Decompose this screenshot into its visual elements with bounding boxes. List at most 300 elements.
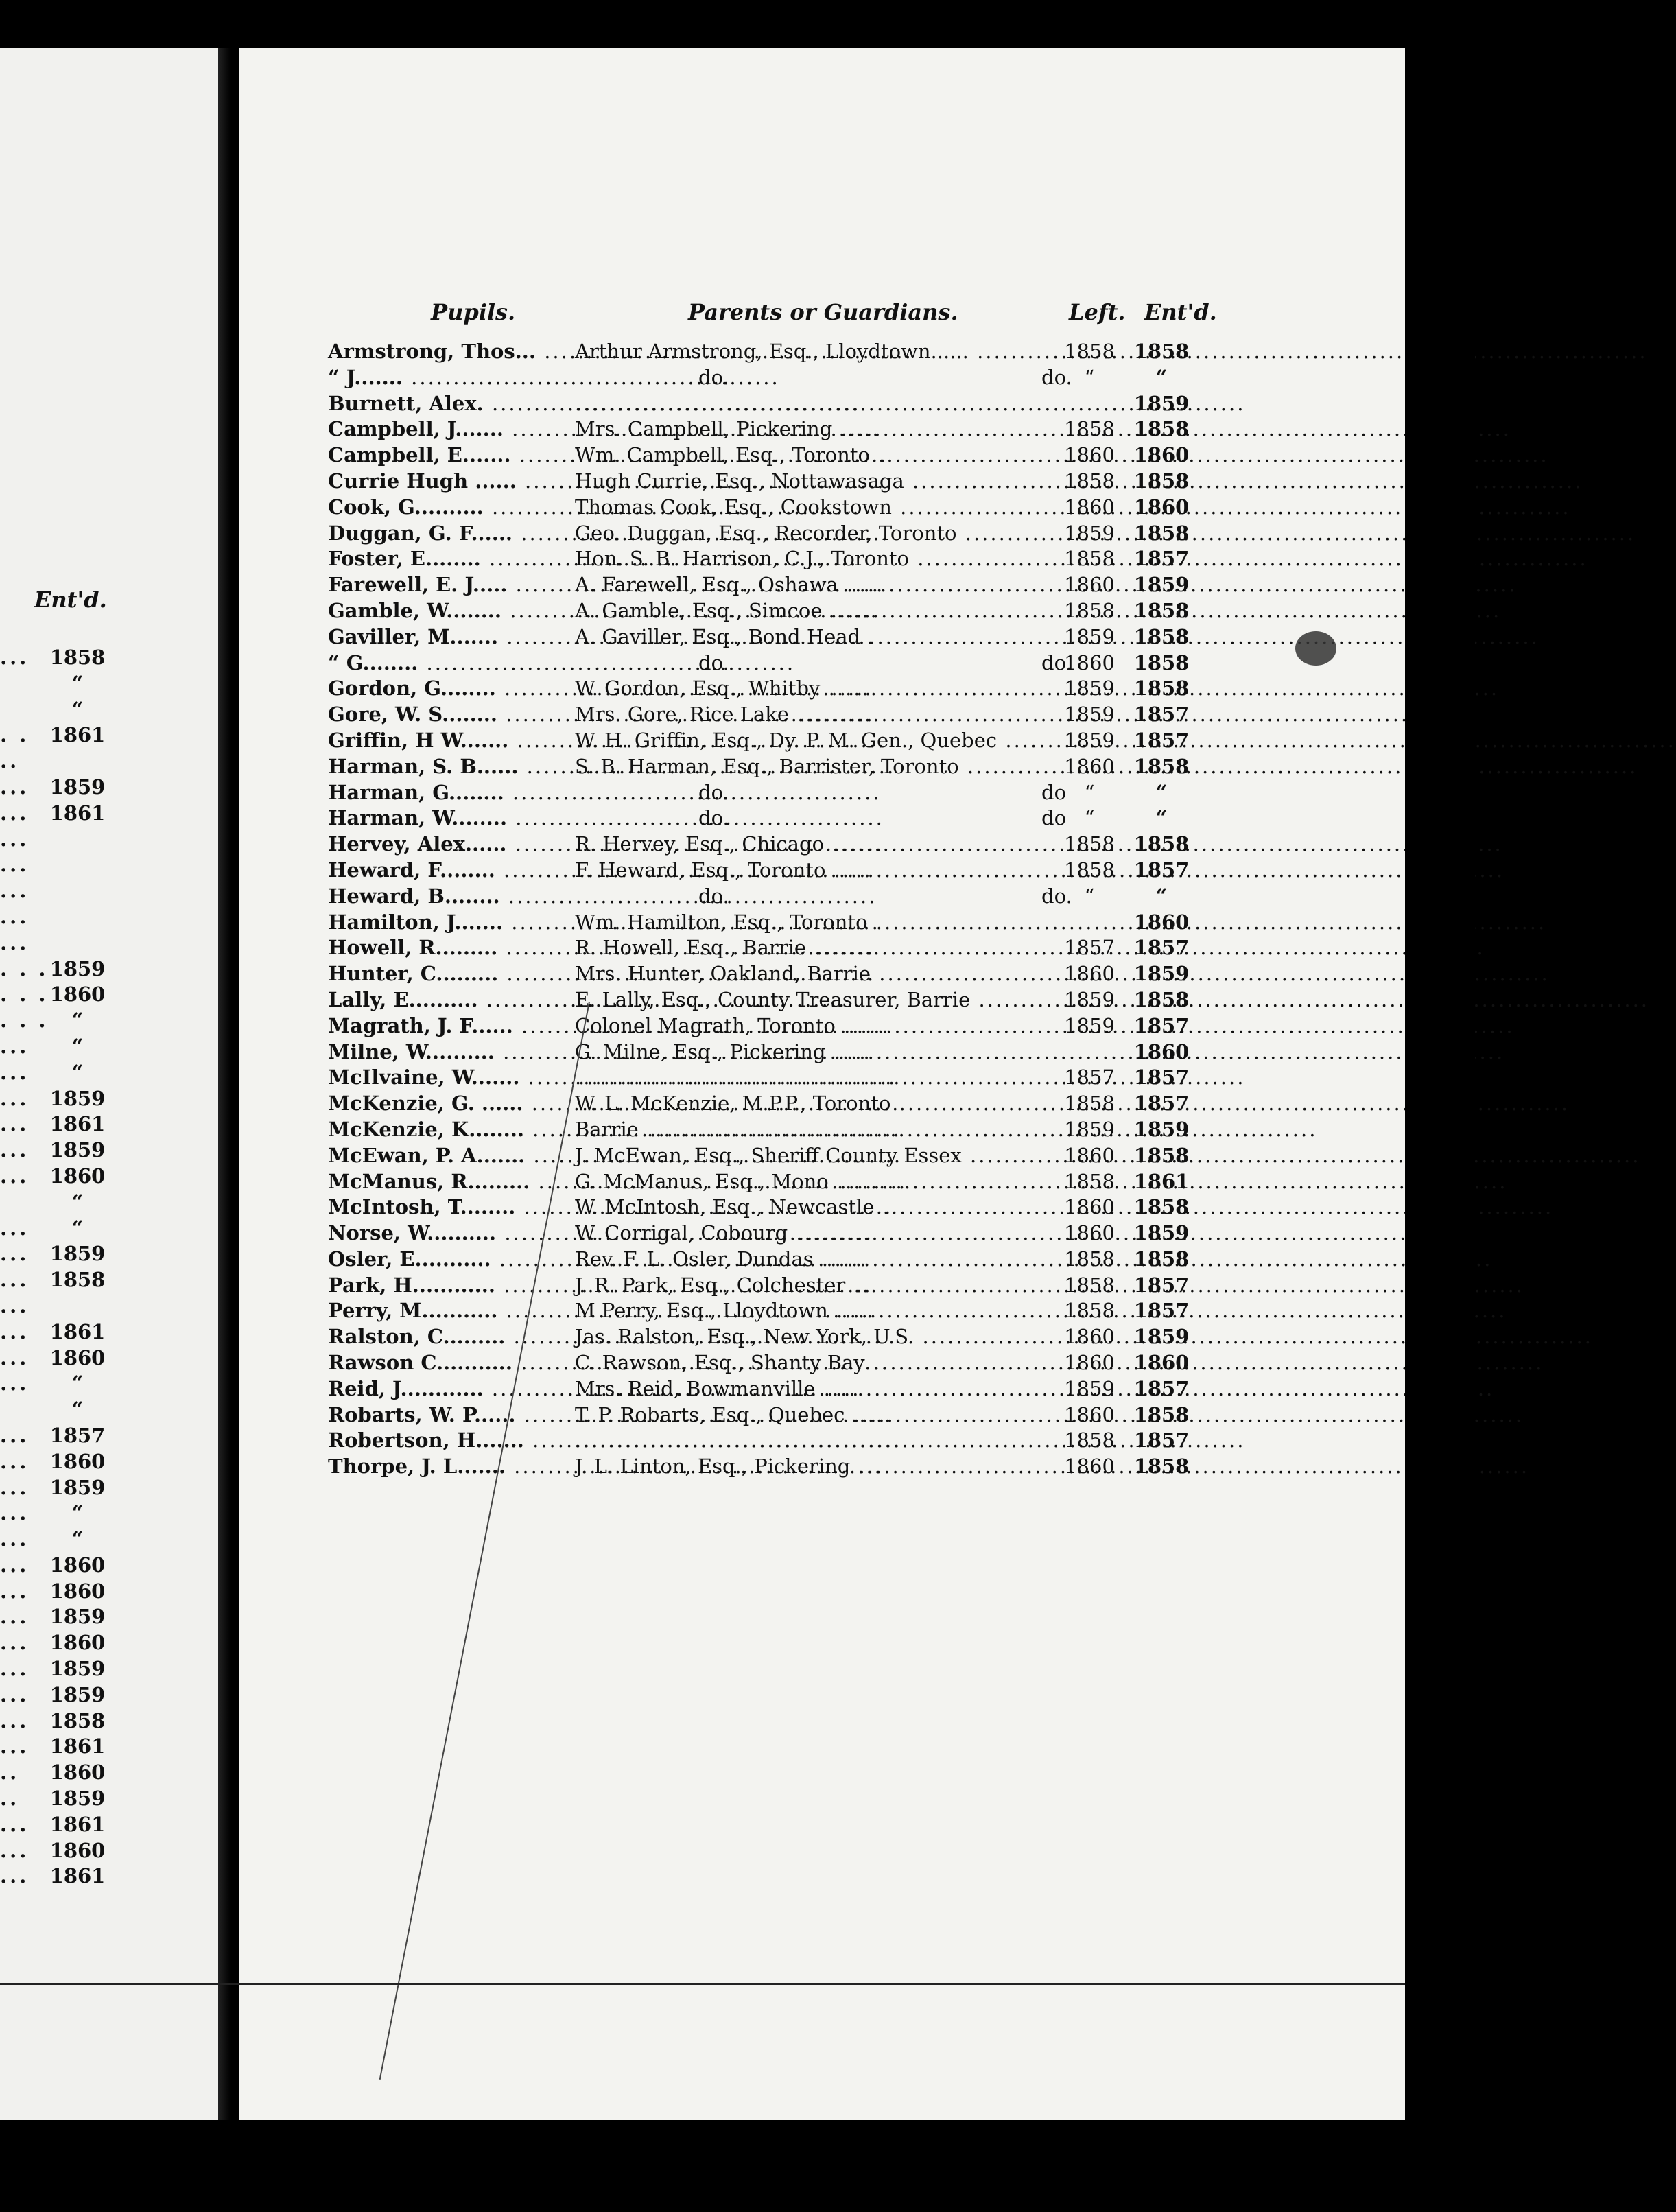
table-row	[328, 469, 1288, 495]
leader-dots: . .	[0, 723, 29, 747]
entered-year: 1861	[49, 723, 106, 747]
entered-year: 1857	[1133, 703, 1190, 727]
table-row	[328, 1013, 1288, 1039]
left-page-entd-header: Ent'd.	[34, 587, 107, 613]
ditto-mark: do.	[698, 884, 729, 908]
table-row	[328, 1324, 1288, 1350]
leader-dots: ...	[0, 1864, 29, 1888]
parent-guardian: J. McEwan, Esq., Sheriff County Essex .....	[575, 1143, 1055, 1169]
left-page-row	[0, 1812, 223, 1838]
leader-dots: ...	[0, 801, 29, 825]
leader-dots: ...	[0, 1631, 29, 1655]
leader-dots: ...	[0, 1501, 29, 1525]
leader-dots: ...	[0, 1812, 29, 1836]
table-row	[328, 1065, 1288, 1091]
table-row	[328, 1428, 1288, 1454]
leader-dots: . . .	[0, 983, 49, 1007]
parent-guardian: Hon. S. B. Harrison, C.J., Toronto .....	[575, 546, 1055, 572]
left-year: 1860	[1064, 443, 1115, 467]
pupil-name: Burnett, Alex. .....	[328, 391, 575, 417]
table-row	[328, 780, 1288, 806]
scan-border	[1405, 0, 1475, 2212]
pupil-name: Rawson C........... .....	[328, 1350, 575, 1376]
entered-year: “	[1155, 365, 1168, 389]
left-page-row	[0, 1060, 223, 1086]
entered-year: 1859	[49, 775, 106, 799]
leader-dots: ...	[0, 904, 29, 928]
parents-header: Parents or Guardians.	[688, 299, 958, 325]
left-page-row	[0, 1293, 223, 1319]
table-row	[328, 572, 1288, 598]
leader-dots: ...	[0, 1605, 29, 1629]
entered-year: 1858	[1133, 598, 1190, 622]
pupil-name: Hamilton, J....... .....	[328, 910, 575, 936]
leader-dots: ...	[0, 1838, 29, 1862]
parent-guardian: Colonel Magrath, Toronto .....	[575, 1013, 1055, 1039]
pupil-name: Hervey, Alex...... .....	[328, 832, 575, 858]
left-page-row	[0, 722, 223, 749]
entered-year: 1857	[1133, 728, 1190, 752]
left-year: “	[1084, 806, 1095, 830]
leader-dots: ...	[0, 1449, 29, 1473]
entered-year: 1857	[1133, 858, 1190, 882]
left-year: 1860	[1064, 495, 1115, 519]
entered-year	[47, 930, 108, 956]
entered-year: 1859	[49, 1086, 106, 1110]
pupil-name: Currie Hugh ...... .....	[328, 469, 575, 495]
pupil-name: Heward, F........ .....	[328, 858, 575, 884]
entered-year: 1859	[49, 1657, 106, 1681]
left-page-row	[0, 1345, 223, 1372]
leader-dots	[0, 1397, 47, 1423]
left-page-row	[0, 1682, 223, 1708]
table-row	[328, 728, 1288, 754]
table-row	[328, 1402, 1288, 1428]
entered-year: 1861	[49, 1734, 106, 1758]
parent-guardian	[575, 365, 1072, 391]
parent-guardian	[575, 884, 1072, 910]
table-row	[328, 1350, 1288, 1376]
left-page-row	[0, 1553, 223, 1579]
table-row	[328, 1117, 1288, 1143]
entered-year: “	[71, 1009, 84, 1033]
left-year: 1860	[1064, 754, 1115, 778]
table-row	[328, 832, 1288, 858]
leader-dots: ...	[0, 853, 29, 877]
parent-guardian: Mrs. Reid, Bowmanville .....	[575, 1376, 1055, 1402]
left-page-row	[0, 1138, 223, 1164]
table-row	[328, 805, 1288, 832]
leader-dots: ...	[0, 1086, 29, 1110]
entered-year: 1861	[1133, 1169, 1190, 1193]
entered-year: 1858	[1133, 676, 1190, 701]
left-year: 1860	[1064, 1143, 1115, 1167]
left-year: 1860	[1064, 1351, 1115, 1375]
entered-year: “	[71, 1501, 84, 1525]
ditto-mark: do.	[698, 806, 729, 830]
table-row	[328, 391, 1288, 417]
entered-year: 1861	[49, 1112, 106, 1136]
entered-year: 1857	[1133, 1273, 1190, 1297]
left-year: 1859	[1064, 728, 1115, 752]
leader-dots	[0, 697, 47, 723]
ditto-mark: do.	[1041, 884, 1072, 908]
entered-year	[47, 749, 108, 775]
entered-year	[47, 904, 108, 930]
entered-year: 1857	[1133, 1376, 1190, 1400]
entered-year: 1859	[49, 1787, 106, 1811]
left-page	[0, 48, 223, 2120]
pupil-name: Perry, M........... .....	[328, 1298, 575, 1324]
entered-year: 1860	[49, 1838, 106, 1862]
left-page-row	[0, 1267, 223, 1293]
left-page-row	[0, 1449, 223, 1475]
parent-guardian: G. McManus, Esq., Mono .....	[575, 1169, 1055, 1195]
entered-year: 1857	[1133, 1428, 1190, 1452]
pupil-name: Park, H............ .....	[328, 1273, 575, 1299]
leader-dots	[0, 671, 47, 697]
pupil-name: Reid, J............ .....	[328, 1376, 575, 1402]
table-row	[328, 365, 1288, 391]
pupil-name: Hunter, C......... .....	[328, 961, 575, 987]
left-year: 1859	[1064, 676, 1115, 701]
entered-year: 1858	[49, 1268, 106, 1292]
table-row	[328, 987, 1288, 1013]
parent-guardian: S. B. Harman, Esq., Barrister, Toronto .....	[575, 754, 1055, 780]
table-row	[328, 702, 1288, 728]
pupil-register	[328, 339, 1288, 1480]
entered-year: 1860	[1133, 1039, 1190, 1063]
parent-guardian: A. Gaviller, Esq., Bond Head .....	[575, 624, 1055, 650]
left-page-row	[0, 1579, 223, 1605]
left-page-row	[0, 852, 223, 878]
pupil-name: Gore, W. S........ .....	[328, 702, 575, 728]
left-page-row	[0, 1838, 223, 1864]
left-year: 1858	[1064, 858, 1115, 882]
left-year: 1859	[1064, 703, 1115, 727]
left-page-row	[0, 671, 223, 697]
table-row	[328, 495, 1288, 521]
entered-year: 1861	[49, 1812, 106, 1836]
pupil-name: Robertson, H....... .....	[328, 1428, 575, 1454]
parent-guardian: A. Farewell, Esq., Oshawa .....	[575, 572, 1055, 598]
left-page-row	[0, 1760, 223, 1786]
pupil-name: McKenzie, G. ...... .....	[328, 1091, 575, 1117]
parent-guardian: Rev. F. L. Osler, Dundas .....	[575, 1247, 1055, 1273]
table-row	[328, 546, 1288, 572]
parent-guardian: Barrie .....	[575, 1117, 1055, 1143]
entered-year: 1859	[49, 1682, 106, 1706]
entered-year: “	[71, 1527, 84, 1551]
page-bottom-rule	[0, 1983, 1406, 1985]
entered-year: “	[71, 1398, 84, 1422]
table-row	[328, 935, 1288, 961]
entered-year: “	[71, 1372, 84, 1396]
entered-year: 1860	[1133, 910, 1190, 934]
pupil-name: Lally, E.......... .....	[328, 987, 575, 1013]
pupil-name: McManus, R......... .....	[328, 1169, 575, 1195]
left-page-row	[0, 1190, 223, 1216]
entered-year: 1859	[49, 1605, 106, 1629]
leader-dots: ...	[0, 646, 29, 669]
parent-guardian	[575, 650, 1072, 676]
left-page-row	[0, 1371, 223, 1397]
parent-guardian: Mrs. Gore, Rice Lake .....	[575, 702, 1055, 728]
entered-year: 1858	[1133, 521, 1190, 545]
pupil-name: Ralston, C......... .....	[328, 1324, 575, 1350]
entered-year: 1861	[49, 1319, 106, 1343]
left-page-row	[0, 1397, 223, 1423]
table-row	[328, 754, 1288, 780]
entered-year: 1859	[1133, 1221, 1190, 1245]
entered-year: “	[71, 697, 84, 721]
leader-dots: ..	[0, 749, 20, 773]
entered-year: 1858	[1133, 417, 1190, 441]
left-page-row	[0, 1630, 223, 1656]
leader-dots: ...	[0, 1112, 29, 1136]
table-row	[328, 1454, 1288, 1480]
left-year: 1859	[1064, 1376, 1115, 1400]
left-page-row	[0, 982, 223, 1008]
pupil-name: Campbell, E....... .....	[328, 443, 575, 469]
left-page-row	[0, 1863, 223, 1890]
left-year: 1859	[1064, 624, 1115, 648]
parent-guardian: Hugh Currie, Esq., Nottawasaga .....	[575, 469, 1055, 495]
leader-dots: ...	[0, 1708, 29, 1732]
pupil-name: Robarts, W. P...... .....	[328, 1402, 575, 1428]
leader-dots: ...	[0, 1579, 29, 1603]
table-row	[328, 910, 1288, 936]
entered-year: 1860	[49, 1449, 106, 1473]
left-year: 1859	[1064, 987, 1115, 1011]
leader-dots: ...	[0, 1527, 29, 1551]
parent-guardian: C. Rawson, Esq., Shanty Bay .....	[575, 1350, 1055, 1376]
left-page-row	[0, 1164, 223, 1190]
entered-year: 1859	[1133, 391, 1190, 415]
pupil-name: Harman, G........ .....	[328, 780, 575, 806]
pupil-name: Farewell, E. J..... .....	[328, 572, 575, 598]
left-page-row	[0, 956, 223, 983]
entered-year: 1860	[49, 1164, 106, 1188]
entered-year: 1858	[1133, 1195, 1190, 1219]
table-row	[328, 884, 1288, 910]
left-header: Left.	[1069, 299, 1126, 325]
entered-year: 1858	[1133, 340, 1190, 363]
entered-year: “	[71, 1216, 84, 1240]
pupil-name: Howell, R......... .....	[328, 935, 575, 961]
entered-year: 1860	[49, 1631, 106, 1655]
leader-dots: ...	[0, 1423, 29, 1447]
parent-guardian: E. Lally, Esq., County Treasurer, Barrie .....	[575, 987, 1055, 1013]
parent-guardian	[575, 780, 1067, 806]
leader-dots: ...	[0, 1734, 29, 1758]
left-year: 1858	[1064, 547, 1115, 571]
entered-year	[47, 1293, 108, 1319]
entered-year: “	[71, 1034, 84, 1058]
parent-guardian: A. Gamble, Esq., Simcoe .....	[575, 598, 1055, 624]
left-year: 1860	[1064, 650, 1115, 674]
entered-year: 1858	[1133, 1402, 1190, 1426]
entered-year: 1861	[49, 1864, 106, 1888]
left-year: 1859	[1064, 1117, 1115, 1141]
leader-dots: ...	[0, 1164, 29, 1188]
parent-guardian: M Perry, Esq., Lloydtown .....	[575, 1298, 1055, 1324]
left-page-row	[0, 878, 223, 904]
left-page-row	[0, 930, 223, 956]
parent-guardian: F. Heward, Esq., Toronto .....	[575, 858, 1055, 884]
table-row	[328, 858, 1288, 884]
entered-year: 1859	[1133, 573, 1190, 597]
left-year: 1860	[1064, 1402, 1115, 1426]
leader-dots: ...	[0, 1657, 29, 1681]
left-page-row	[0, 1786, 223, 1812]
parent-guardian: G. Milne, Esq., Pickering .....	[575, 1039, 1055, 1066]
ditto-mark: do.	[698, 780, 729, 804]
parent-guardian	[575, 391, 1055, 417]
pupil-name: “ G........ .....	[328, 650, 575, 676]
table-row	[328, 416, 1288, 443]
left-page-row	[0, 697, 223, 723]
left-year: 1857	[1064, 936, 1115, 960]
parent-guardian: Wm. Campbell, Esq., Toronto .....	[575, 443, 1055, 469]
entered-year: 1858	[1133, 624, 1190, 648]
leader-dots: ..	[0, 1761, 20, 1785]
table-row	[328, 1247, 1288, 1273]
parent-guardian: Thomas Cook, Esq., Cookstown .....	[575, 495, 1055, 521]
pupil-name: Gaviller, M....... .....	[328, 624, 575, 650]
leader-dots: . . .	[0, 956, 49, 980]
table-row	[328, 676, 1288, 702]
right-page	[239, 48, 1405, 2120]
entered-year: 1859	[49, 1138, 106, 1162]
entered-year	[47, 852, 108, 878]
parent-guardian: W. McIntosh, Esq., Newcastle .....	[575, 1195, 1055, 1221]
left-year: “	[1084, 780, 1095, 804]
leader-dots: ...	[0, 1060, 29, 1084]
pupil-name: Thorpe, J. L....... .....	[328, 1454, 575, 1480]
left-year: 1860	[1064, 1455, 1115, 1479]
parent-guardian: T. P. Robarts, Esq., Quebec .....	[575, 1402, 1055, 1428]
left-page-row	[0, 904, 223, 930]
pupil-name: Gordon, G........ .....	[328, 676, 575, 702]
pupil-name: Gamble, W........ .....	[328, 598, 575, 624]
leader-dots: ...	[0, 1319, 29, 1343]
entered-year: 1857	[1133, 547, 1190, 571]
left-year	[1055, 1039, 1124, 1066]
entered-year: 1857	[1133, 1092, 1190, 1116]
pupil-name: Heward, B........ .....	[328, 884, 575, 910]
ditto-mark: do	[1041, 806, 1067, 830]
left-year: 1858	[1064, 1169, 1115, 1193]
left-page-row	[0, 1734, 223, 1760]
left-year: 1857	[1064, 1066, 1115, 1090]
entered-year: 1858	[1133, 1143, 1190, 1167]
ditto-mark: do.	[698, 365, 729, 389]
parent-guardian: Wm. Hamilton, Esq., Toronto .....	[575, 910, 1055, 936]
leader-dots: ...	[0, 827, 29, 851]
left-page-row	[0, 1319, 223, 1345]
left-year: 1858	[1064, 832, 1115, 856]
table-row	[328, 1039, 1288, 1066]
parent-guardian: Arthur Armstrong, Esq., Lloydtown...... .....	[575, 339, 1055, 365]
entered-year: 1860	[49, 1761, 106, 1785]
leader-dots: ...	[0, 1682, 29, 1706]
parent-guardian: Geo. Duggan, Esq., Recorder, Toronto .....	[575, 521, 1055, 547]
left-page-entries	[0, 645, 223, 1890]
leader-dots: ...	[0, 930, 29, 954]
leader-dots: ...	[0, 1345, 29, 1369]
pupil-name: Duggan, G. F...... .....	[328, 521, 575, 547]
left-year: 1858	[1064, 1247, 1115, 1271]
left-page-row	[0, 1656, 223, 1682]
left-year: “	[1084, 365, 1095, 389]
ditto-mark: do.	[1041, 365, 1072, 389]
parent-guardian: W. Corrigal, Cobourg .....	[575, 1221, 1055, 1247]
table-row	[328, 1091, 1288, 1117]
leader-dots: ...	[0, 1475, 29, 1499]
pupil-name: Magrath, J. F...... .....	[328, 1013, 575, 1039]
pupil-name: Armstrong, Thos... .....	[328, 339, 575, 365]
ditto-mark: do	[1041, 780, 1067, 804]
left-page-row	[0, 775, 223, 801]
entered-year: 1858	[1133, 1247, 1190, 1271]
left-page-row	[0, 1423, 223, 1449]
entered-year: 1859	[1133, 962, 1190, 986]
page-fold	[218, 48, 239, 2120]
left-page-row	[0, 1501, 223, 1527]
left-year: 1858	[1064, 417, 1115, 441]
entered-year: 1860	[1133, 495, 1190, 519]
entered-year: “	[71, 1060, 84, 1084]
leader-dots: ...	[0, 879, 29, 903]
leader-dots: ...	[0, 1553, 29, 1577]
parent-guardian: Jas. Ralston, Esq., New York, U.S. .....	[575, 1324, 1055, 1350]
parent-guardian: W. H. Griffin, Esq., Dy. P. M. Gen., Quebec .....	[575, 728, 1055, 754]
leader-dots: ...	[0, 1138, 29, 1162]
left-year: 1859	[1064, 521, 1115, 545]
table-row	[328, 961, 1288, 987]
leader-dots: ...	[0, 1216, 29, 1240]
left-year: 1858	[1064, 340, 1115, 363]
left-page-row	[0, 1111, 223, 1138]
leader-dots: ...	[0, 1293, 29, 1317]
parent-guardian: W. L. McKenzie, M.P.P., Toronto .....	[575, 1091, 1055, 1117]
entered-year: “	[1155, 806, 1168, 830]
leader-dots: ...	[0, 1372, 29, 1396]
left-year: 1860	[1064, 962, 1115, 986]
entered-year: 1859	[1133, 1117, 1190, 1141]
parent-guardian: J. R. Park, Esq., Colchester .....	[575, 1273, 1055, 1299]
pupils-header: Pupils.	[431, 299, 516, 325]
table-row	[328, 1273, 1288, 1299]
left-page-row	[0, 645, 223, 671]
left-page-row	[0, 1241, 223, 1267]
table-row	[328, 1376, 1288, 1402]
left-year: 1858	[1064, 1273, 1115, 1297]
left-page-row	[0, 1216, 223, 1242]
pupil-name: Harman, W........ .....	[328, 805, 575, 832]
entered-year: 1860	[1133, 1351, 1190, 1375]
table-row	[328, 443, 1288, 469]
entered-year: 1858	[1133, 650, 1190, 674]
pupil-name: Cook, G.......... .....	[328, 495, 575, 521]
table-row	[328, 598, 1288, 624]
leader-dots	[0, 1190, 47, 1216]
pupil-name: Norse, W.......... .....	[328, 1221, 575, 1247]
left-year: 1859	[1064, 1013, 1115, 1037]
left-page-row	[0, 1708, 223, 1734]
entered-year: 1858	[1133, 469, 1190, 493]
